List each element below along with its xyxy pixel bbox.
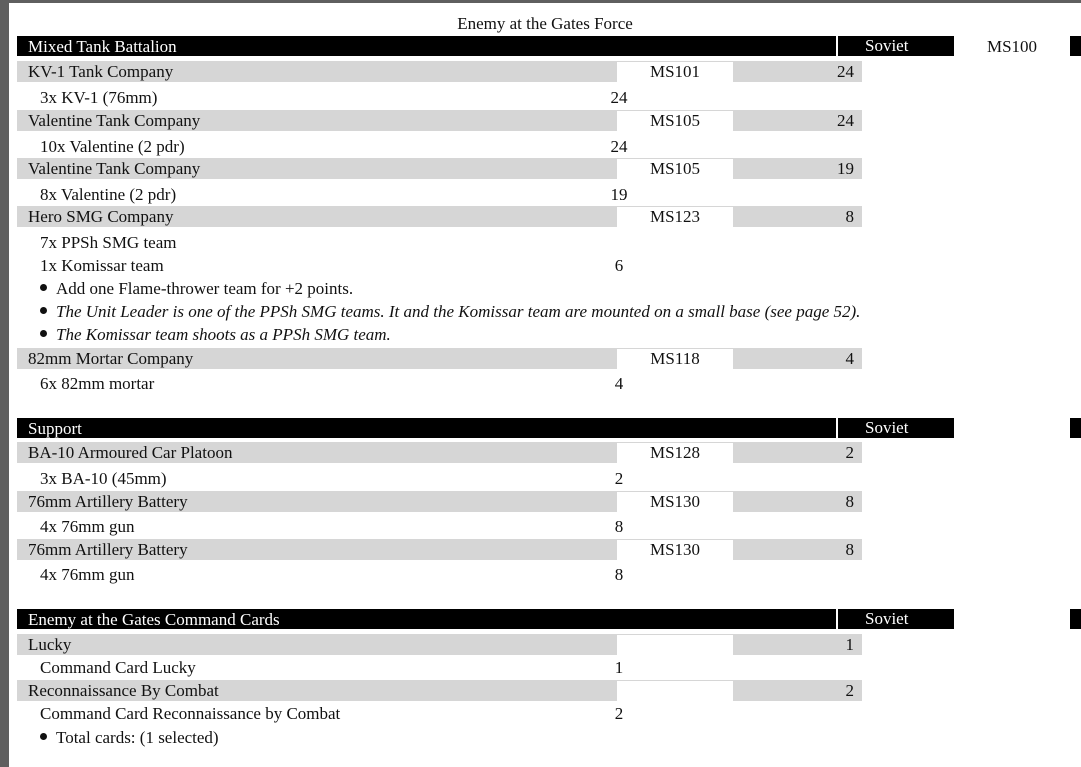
section-name: Enemy at the Gates Command Cards bbox=[28, 610, 280, 629]
bullet-icon bbox=[40, 330, 47, 337]
line-points: 6 bbox=[614, 256, 624, 275]
unit-code-box bbox=[617, 159, 733, 179]
section-code-box bbox=[954, 36, 1070, 56]
unit-row bbox=[17, 110, 862, 131]
unit-points: 8 bbox=[845, 492, 854, 511]
unit-line: 6x 82mm mortar bbox=[40, 374, 155, 393]
unit-code: MS128 bbox=[649, 443, 701, 462]
section-code-box bbox=[954, 609, 1070, 629]
line-points: 2 bbox=[614, 469, 624, 488]
unit-points: 8 bbox=[845, 540, 854, 559]
unit-code-box bbox=[617, 111, 733, 131]
section-header-command-cards bbox=[17, 609, 1081, 629]
section-code: MS100 bbox=[986, 37, 1038, 56]
unit-line: Command Card Reconnaissance by Combat bbox=[40, 704, 341, 723]
unit-line: 10x Valentine (2 pdr) bbox=[40, 137, 185, 156]
unit-code-box bbox=[617, 349, 733, 369]
unit-name: Reconnaissance By Combat bbox=[28, 681, 219, 700]
unit-row bbox=[17, 491, 862, 512]
unit-line: 8x Valentine (2 pdr) bbox=[40, 185, 177, 204]
bullet-icon bbox=[40, 284, 47, 291]
note-item bbox=[40, 302, 860, 322]
unit-name: Lucky bbox=[28, 635, 72, 654]
section-name: Mixed Tank Battalion bbox=[28, 37, 177, 56]
unit-name: KV-1 Tank Company bbox=[28, 62, 174, 81]
note-item bbox=[40, 279, 353, 299]
section-code-box bbox=[954, 418, 1070, 438]
unit-line: 4x 76mm gun bbox=[40, 565, 135, 584]
line-points: 24 bbox=[610, 88, 628, 107]
unit-line: 3x BA-10 (45mm) bbox=[40, 469, 167, 488]
unit-name: 82mm Mortar Company bbox=[28, 349, 194, 368]
unit-row bbox=[17, 206, 862, 227]
unit-name: Valentine Tank Company bbox=[28, 159, 201, 178]
section-header-mixed-tank-battalion bbox=[17, 36, 1081, 56]
unit-code: MS118 bbox=[650, 349, 700, 368]
section-name: Support bbox=[28, 419, 82, 438]
unit-code-box bbox=[617, 207, 733, 227]
note-item bbox=[40, 325, 391, 345]
bullet-icon bbox=[40, 733, 47, 740]
note-text: Total cards: (1 selected) bbox=[56, 728, 219, 747]
unit-code: MS130 bbox=[649, 540, 701, 559]
unit-points: 2 bbox=[845, 443, 854, 462]
unit-line: 7x PPSh SMG team bbox=[40, 233, 177, 252]
unit-points: 19 bbox=[837, 159, 854, 178]
unit-code: MS130 bbox=[649, 492, 701, 511]
unit-code-box bbox=[617, 443, 733, 463]
line-points: 19 bbox=[610, 185, 628, 204]
unit-line: Command Card Lucky bbox=[40, 658, 196, 677]
unit-points: 8 bbox=[845, 207, 854, 226]
bullet-icon bbox=[40, 307, 47, 314]
note-text: Add one Flame-thrower team for +2 points. bbox=[56, 279, 354, 298]
unit-points: 24 bbox=[837, 111, 854, 130]
unit-code-box bbox=[617, 681, 733, 701]
unit-code: MS105 bbox=[649, 159, 701, 178]
section-nation: Soviet bbox=[865, 418, 909, 437]
unit-line: 1x Komissar team bbox=[40, 256, 164, 275]
section-header-support bbox=[17, 418, 1081, 438]
unit-name: 76mm Artillery Battery bbox=[28, 540, 188, 559]
unit-code-box bbox=[617, 540, 733, 560]
line-points: 4 bbox=[614, 374, 624, 393]
unit-row bbox=[17, 634, 862, 655]
unit-line: 3x KV-1 (76mm) bbox=[40, 88, 158, 107]
line-points: 24 bbox=[610, 137, 628, 156]
force-document-page bbox=[9, 3, 1081, 767]
unit-points: 2 bbox=[845, 681, 854, 700]
line-points: 2 bbox=[614, 704, 624, 723]
unit-code: MS123 bbox=[649, 207, 701, 226]
section-nation: Soviet bbox=[865, 609, 909, 628]
unit-points: 4 bbox=[845, 349, 854, 368]
section-nation: Soviet bbox=[865, 36, 909, 55]
unit-code-box bbox=[617, 492, 733, 512]
unit-name: 76mm Artillery Battery bbox=[28, 492, 188, 511]
note-text: The Unit Leader is one of the PPSh SMG teams. It and the Komissar team are mounted on a small base (see page 52). bbox=[56, 302, 861, 321]
header-divider bbox=[836, 609, 838, 629]
line-points: 1 bbox=[614, 658, 624, 677]
header-divider bbox=[836, 36, 838, 56]
unit-points: 24 bbox=[837, 62, 854, 81]
note-item bbox=[40, 728, 219, 748]
unit-points: 1 bbox=[845, 635, 854, 654]
unit-name: BA-10 Armoured Car Platoon bbox=[28, 443, 233, 462]
page-title: Enemy at the Gates Force bbox=[457, 14, 633, 33]
unit-code: MS101 bbox=[649, 62, 701, 81]
unit-row bbox=[17, 61, 862, 82]
unit-code: MS105 bbox=[649, 111, 701, 130]
unit-name: Hero SMG Company bbox=[28, 207, 174, 226]
note-text: The Komissar team shoots as a PPSh SMG team. bbox=[56, 325, 391, 344]
line-points: 8 bbox=[614, 565, 624, 584]
unit-row bbox=[17, 158, 862, 179]
header-divider bbox=[836, 418, 838, 438]
unit-row bbox=[17, 539, 862, 560]
unit-line: 4x 76mm gun bbox=[40, 517, 135, 536]
unit-row bbox=[17, 442, 862, 463]
unit-code-box bbox=[617, 635, 733, 655]
line-points: 8 bbox=[614, 517, 624, 536]
unit-row bbox=[17, 680, 862, 701]
unit-row bbox=[17, 348, 862, 369]
unit-name: Valentine Tank Company bbox=[28, 111, 201, 130]
unit-code-box bbox=[617, 62, 733, 82]
